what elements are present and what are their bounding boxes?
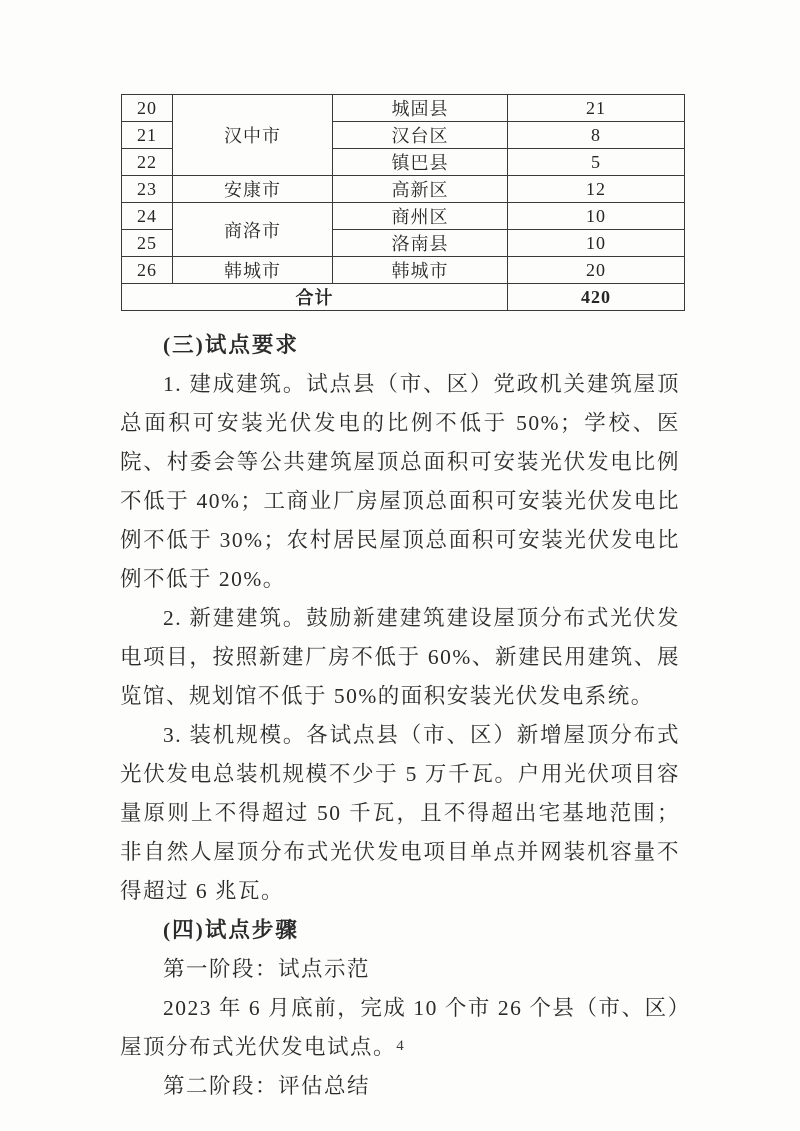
paragraph-built-buildings: 1. 建成建筑。试点县（市、区）党政机关建筑屋顶总面积可安装光伏发电的比例不低于 50%；学校、医院、村委会等公共建筑屋顶总面积可安装光伏发电比例不低于 40%；工商业厂房屋顶总面积可安装光伏发电比例不低于 30%；农村居民屋顶总面积可安装光伏发电比例不低于 20%。 [120, 372, 680, 591]
cell-district: 汉台区 [333, 122, 508, 149]
cell-count: 5 [508, 149, 685, 176]
cell-city: 安康市 [173, 176, 333, 203]
cell-total-value: 420 [508, 284, 685, 311]
cell-district: 镇巴县 [333, 149, 508, 176]
stage-1-title: 第一阶段：试点示范 [163, 957, 371, 981]
document-body [120, 309, 680, 1106]
cell-city: 商洛市 [173, 203, 333, 257]
cell-total-label: 合计 [122, 284, 508, 311]
cell-district: 商州区 [333, 203, 508, 230]
table-total-row [122, 284, 685, 311]
cell-city: 韩城市 [173, 257, 333, 284]
cell-row-number: 26 [122, 257, 173, 284]
cell-row-number: 24 [122, 203, 173, 230]
cell-district: 洛南县 [333, 230, 508, 257]
table-row [122, 176, 685, 203]
section-heading-pilot-steps: (四)试点步骤 [163, 918, 299, 942]
table-row [122, 257, 685, 284]
cell-row-number: 25 [122, 230, 173, 257]
cell-row-number: 22 [122, 149, 173, 176]
cell-row-number: 21 [122, 122, 173, 149]
cell-district: 韩城市 [333, 257, 508, 284]
cell-row-number: 20 [122, 95, 173, 122]
page-number: 4 [396, 1038, 404, 1054]
cell-count: 21 [508, 95, 685, 122]
paragraph-new-buildings: 2. 新建建筑。鼓励新建建筑建设屋顶分布式光伏发电项目，按照新建厂房不低于 60%、新建民用建筑、展览馆、规划馆不低于 50%的面积安装光伏发电系统。 [120, 606, 680, 708]
cell-district: 城固县 [333, 95, 508, 122]
cell-row-number: 23 [122, 176, 173, 203]
cell-count: 10 [508, 230, 685, 257]
stage-2-title: 第二阶段：评估总结 [163, 1074, 371, 1098]
cell-count: 10 [508, 203, 685, 230]
table-row [122, 203, 685, 230]
stage-1-description: 2023 年 6 月底前，完成 10 个市 26 个县（市、区）屋顶分布式光伏发电试点。 [120, 996, 680, 1059]
cell-city: 汉中市 [173, 95, 333, 176]
cell-count: 8 [508, 122, 685, 149]
paragraph-installed-capacity: 3. 装机规模。各试点县（市、区）新增屋顶分布式光伏发电总装机规模不少于 5 万千瓦。户用光伏项目容量原则上不得超过 50 千瓦，且不得超出宅基地范围；非自然人屋顶分布式光伏发电项目单点并网装机容量不得超过 6 兆瓦。 [120, 723, 680, 903]
section-heading-pilot-requirements: (三)试点要求 [163, 333, 299, 357]
cell-district: 高新区 [333, 176, 508, 203]
cell-count: 12 [508, 176, 685, 203]
cell-count: 20 [508, 257, 685, 284]
table-row [122, 95, 685, 122]
pilot-counties-table [121, 94, 685, 311]
